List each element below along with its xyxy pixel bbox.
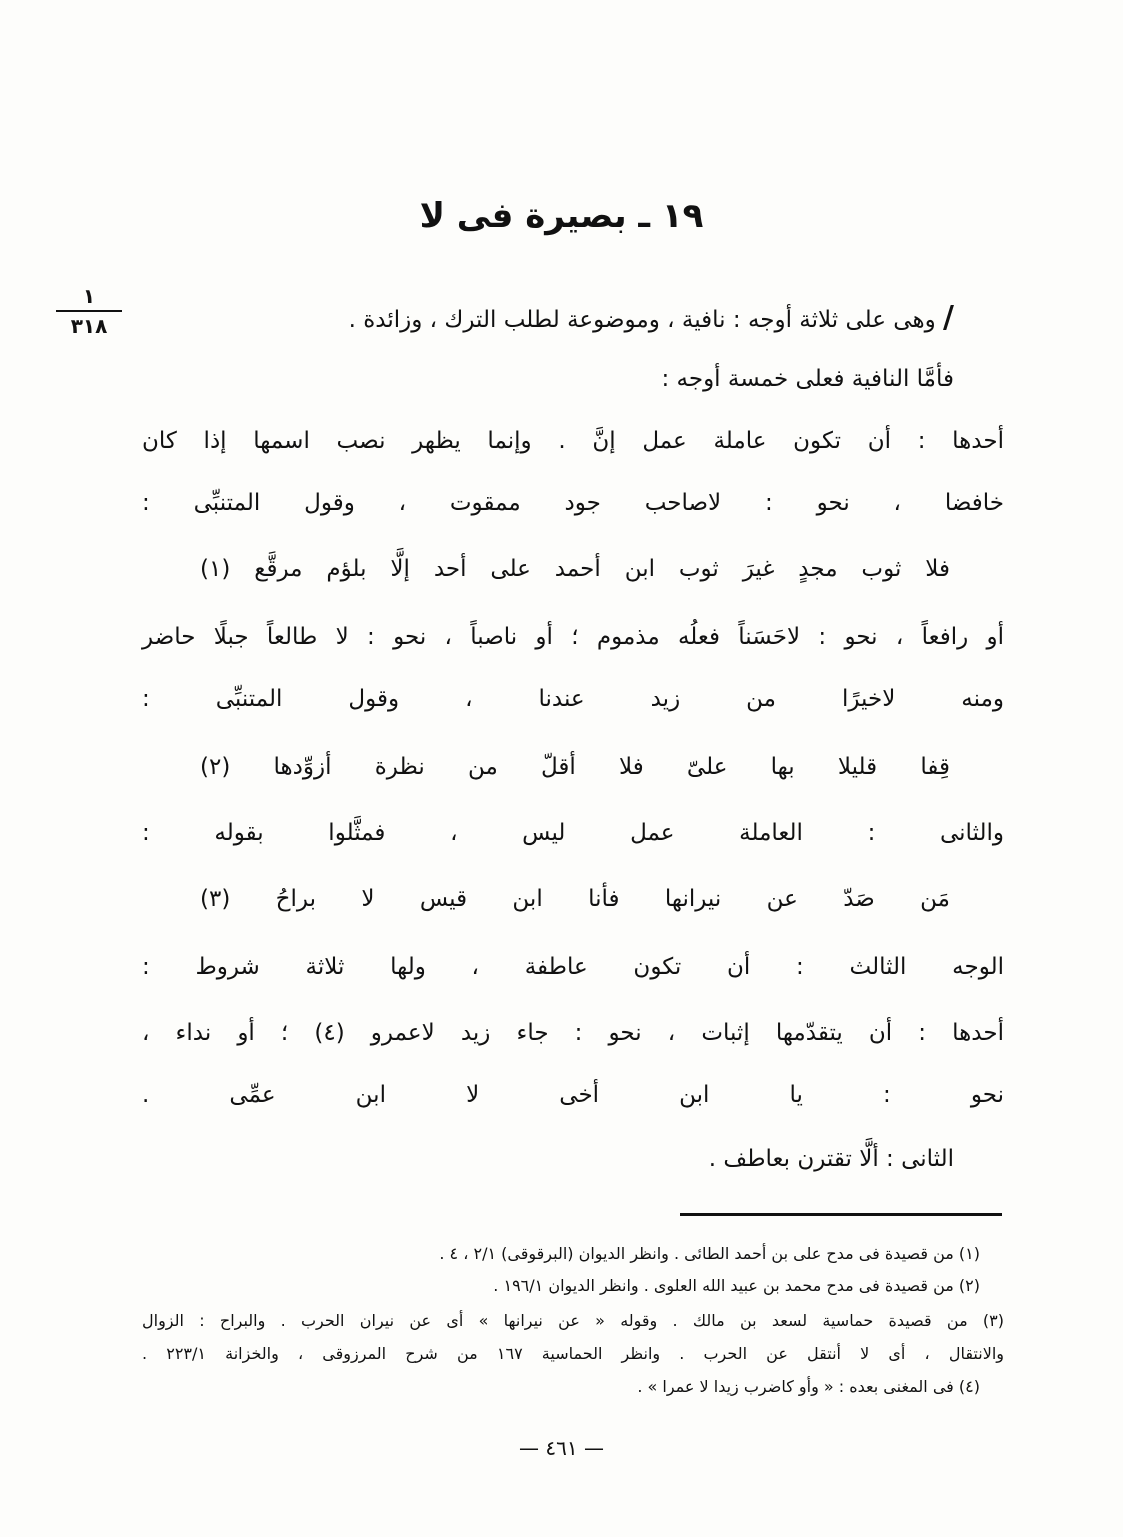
- footnote-2: (٢) من قصيدة فى مدح محمد بن عبيد الله العلوى . وانظر الديوان ١٩٦/١ .: [493, 1276, 980, 1295]
- footnote-1: (١) من قصيدة فى مدح على بن أحمد الطائى . وانظر الديوان (البرقوقى) ٢/١ ، ٤ .: [439, 1244, 980, 1263]
- margin-reference-page: ٣١٨: [70, 314, 108, 338]
- body-line-7: والثانى : العاملة عمل ليس ، فمثَّلوا بقوله :: [142, 820, 1004, 846]
- body-line-5: أو رافعاً ، نحو : لاحَسَناً فعلُه مذموم ؛ أو ناصباً ، نحو : لا طالعاً جبلًا حاضر: [142, 624, 1004, 650]
- body-line-9: أحدها : أن يتقدّمها إثبات ، نحو : جاء زيد لاعمرو (٤) ؛ أو نداء ،: [142, 1020, 1004, 1046]
- body-line-11: الثانى : ألَّا تقترن بعاطف .: [708, 1146, 954, 1172]
- verse-3: مَن صَدّ عن نيرانها فأنا ابن قيس لا براحُ (٣): [200, 886, 950, 912]
- footnote-separator: [680, 1213, 1002, 1216]
- page-number: — ٤٦١ —: [519, 1436, 604, 1460]
- verse-2: قِفا قليلا بها علىّ فلا أقلّ من نظرة أزوِّدها (٢): [200, 754, 950, 780]
- body-line-2: فأمَّا النافية فعلى خمسة أوجه :: [661, 366, 954, 392]
- margin-reference: [56, 284, 122, 338]
- body-line-6: ومنه لاخيرًا من زيد عندنا ، وقول المتنبِّى :: [142, 686, 1004, 712]
- section-title: ١٩ ـ بصيرة فى لا: [419, 196, 704, 236]
- body-line-1: [142, 300, 954, 335]
- verse-1: فلا ثوب مجدٍ غيرَ ثوب ابن أحمد على أحد إلَّا بلؤم مرقَّع (١): [200, 556, 950, 582]
- body-line-8: الوجه الثالث : أن تكون عاطفة ، ولها ثلاثة شروط :: [142, 954, 1004, 980]
- footnote-3-line-1: (٣) من قصيدة حماسية لسعد بن مالك . وقوله « عن نيرانها » أى عن نيران الحرب . والبراح : الزوال: [142, 1311, 1004, 1330]
- body-line-4: خافضا ، نحو : لاصاحب جود ممقوت ، وقول المتنبِّى :: [142, 490, 1004, 516]
- page-break-mark: /: [943, 300, 954, 335]
- footnote-4: (٤) فى المغنى بعده : « وأو كاضرب زيدا لا عمرا » .: [637, 1377, 980, 1396]
- body-line-3: أحدها : أن تكون عاملة عمل إنَّ . وإنما يظهر نصب اسمها إذا كان: [142, 428, 1004, 454]
- margin-reference-rule: [56, 310, 122, 312]
- body-line-10: نحو : يا ابن أخى لا ابن عمِّى .: [142, 1082, 1004, 1108]
- margin-reference-volume: ١: [82, 284, 96, 308]
- body-line-1-text: وهى على ثلاثة أوجه : نافية ، وموضوعة لطلب الترك ، وزائدة .: [348, 307, 936, 333]
- footnote-3-line-2: والانتقال ، أى لا أنتقل عن الحرب . وانظر الحماسية ١٦٧ من شرح المرزوقى ، والخزانة ٢٢٣/١ .: [142, 1344, 1004, 1363]
